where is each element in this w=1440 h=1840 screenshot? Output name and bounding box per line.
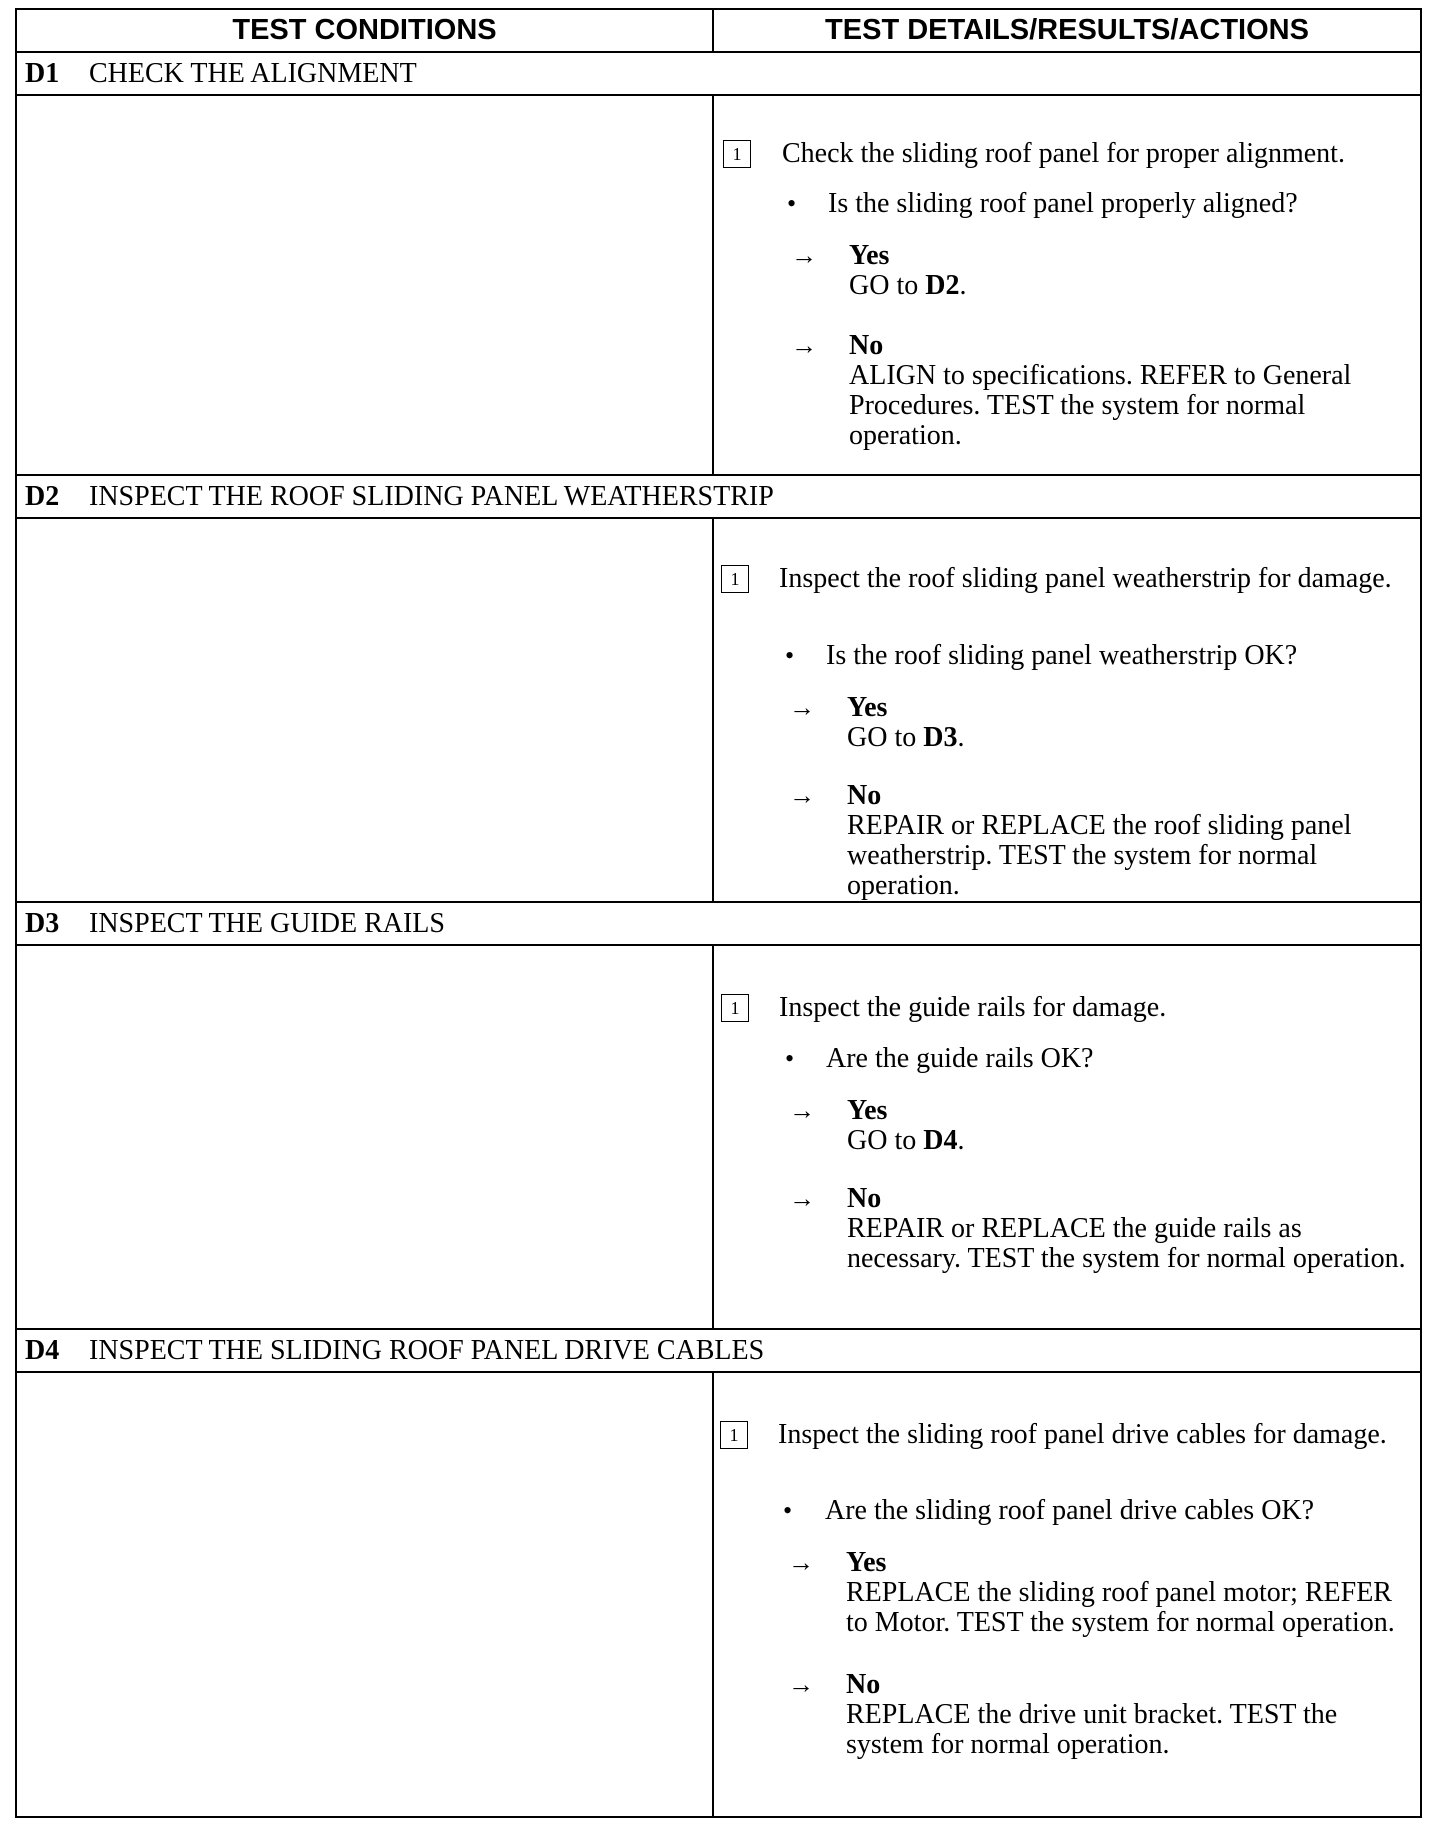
arrow-right-icon: →	[789, 1184, 815, 1213]
answer-no-label: No	[846, 1669, 881, 1700]
section-title-row	[17, 476, 1420, 519]
column-divider	[712, 519, 714, 901]
column-divider	[712, 96, 714, 474]
arrow-right-icon: →	[788, 1548, 814, 1577]
bullet-icon: •	[785, 641, 795, 670]
section-body	[17, 519, 1420, 903]
step-number-box: 1	[721, 994, 749, 1022]
answer-no-label: No	[849, 330, 884, 361]
section-title-row	[17, 903, 1420, 946]
step-number-box: 1	[720, 1421, 748, 1449]
column-divider	[712, 946, 714, 1328]
step-question: Are the sliding roof panel drive cables OK?	[825, 1495, 1315, 1526]
arrow-right-icon: →	[791, 241, 817, 270]
bullet-icon: •	[783, 1496, 793, 1525]
step-instruction: Inspect the roof sliding panel weatherstrip for damage.	[779, 563, 1392, 594]
section-body	[17, 1373, 1420, 1817]
table-header	[17, 10, 1420, 53]
arrow-right-icon: →	[789, 693, 815, 722]
diagnostic-table	[15, 8, 1422, 1818]
answer-yes-label: Yes	[846, 1547, 887, 1578]
step-question: Is the sliding roof panel properly aligned?	[828, 188, 1298, 219]
step-number-box: 1	[721, 565, 749, 593]
arrow-right-icon: →	[789, 1096, 815, 1125]
answer-yes-label: Yes	[849, 240, 890, 271]
answer-no-label: No	[847, 1183, 882, 1214]
section-id: D3	[25, 908, 60, 939]
section-id: D2	[25, 481, 60, 512]
arrow-right-icon: →	[788, 1670, 814, 1699]
arrow-right-icon: →	[791, 331, 817, 360]
header-test-conditions: TEST CONDITIONS	[232, 14, 497, 46]
section-title-row	[17, 1330, 1420, 1373]
column-divider	[712, 1373, 714, 1817]
step-question: Is the roof sliding panel weatherstrip OK?	[826, 640, 1298, 671]
step-instruction: Inspect the guide rails for damage.	[779, 992, 1167, 1023]
step-instruction: Inspect the sliding roof panel drive cables for damage.	[778, 1419, 1387, 1450]
section-id: D4	[25, 1335, 60, 1366]
answer-no-action: REPAIR or REPLACE the guide rails as necessary. TEST the system for normal operation.	[847, 1213, 1406, 1274]
section-id: D1	[25, 58, 60, 89]
answer-no-action: REPAIR or REPLACE the roof sliding panel weatherstrip. TEST the system for normal operation.	[847, 810, 1352, 901]
answer-no-action: REPLACE the drive unit bracket. TEST the system for normal operation.	[846, 1699, 1338, 1760]
section-body	[17, 946, 1420, 1330]
header-test-details: TEST DETAILS/RESULTS/ACTIONS	[825, 14, 1309, 46]
section-title: INSPECT THE ROOF SLIDING PANEL WEATHERSTRIP	[89, 481, 774, 512]
section-title: INSPECT THE SLIDING ROOF PANEL DRIVE CABLES	[89, 1335, 765, 1366]
goto-target: D4	[923, 1125, 958, 1156]
answer-yes-action: GO to D2.	[849, 270, 967, 301]
answer-yes-action: GO to D3.	[847, 722, 965, 753]
section-title: CHECK THE ALIGNMENT	[89, 58, 417, 89]
bullet-icon: •	[787, 189, 797, 218]
answer-no-action: ALIGN to specifications. REFER to General Procedures. TEST the system for normal operation.	[849, 360, 1352, 451]
step-question: Are the guide rails OK?	[826, 1043, 1094, 1074]
answer-yes-action: REPLACE the sliding roof panel motor; REFER to Motor. TEST the system for normal operation.	[846, 1577, 1395, 1638]
step-instruction: Check the sliding roof panel for proper alignment.	[782, 138, 1345, 169]
section-body	[17, 96, 1420, 476]
arrow-right-icon: →	[789, 781, 815, 810]
goto-target: D3	[923, 722, 958, 753]
answer-yes-label: Yes	[847, 1095, 888, 1126]
bullet-icon: •	[785, 1044, 795, 1073]
section-title-row	[17, 53, 1420, 96]
answer-yes-label: Yes	[847, 692, 888, 723]
goto-target: D2	[925, 270, 960, 301]
step-number-box: 1	[723, 140, 751, 168]
section-title: INSPECT THE GUIDE RAILS	[89, 908, 445, 939]
answer-yes-action: GO to D4.	[847, 1125, 965, 1156]
answer-no-label: No	[847, 780, 882, 811]
